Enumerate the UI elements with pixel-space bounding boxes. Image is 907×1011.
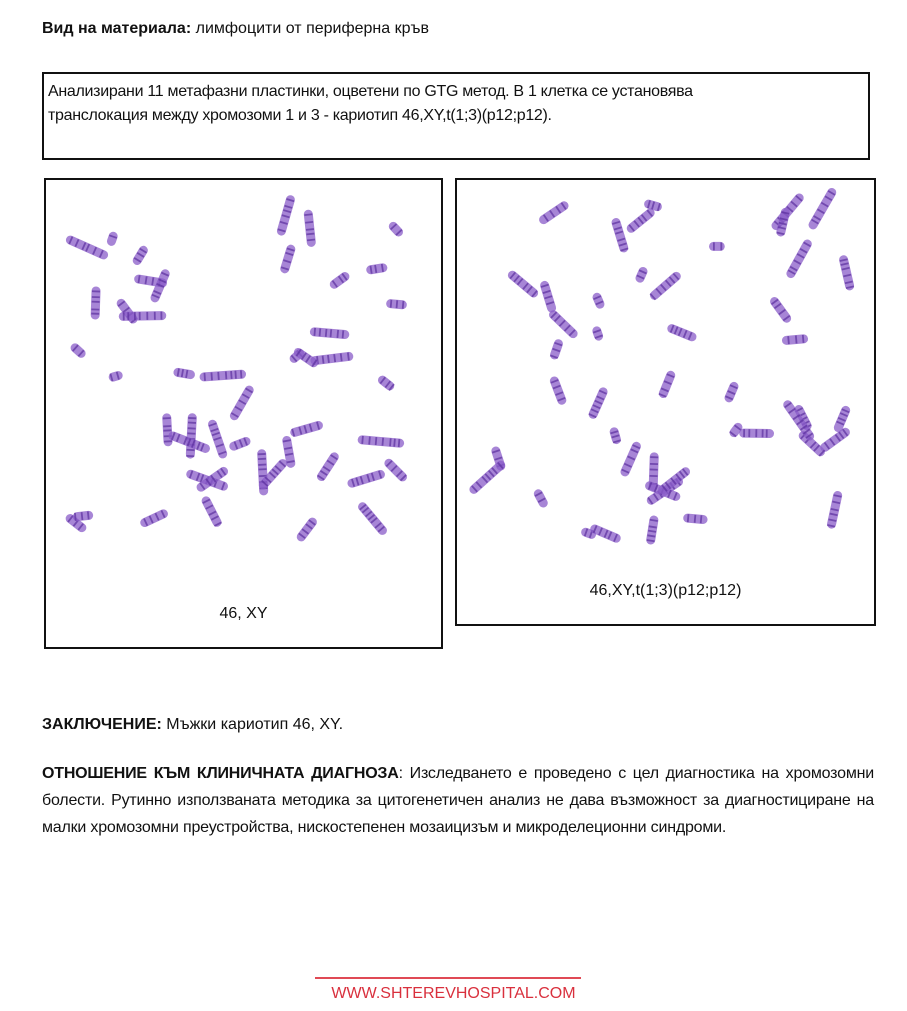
chromosome: [683, 513, 708, 524]
chromosome: [91, 286, 101, 319]
conclusion: [42, 716, 343, 734]
chromosome: [386, 299, 407, 310]
chromosome: [387, 220, 405, 238]
chromosome: [289, 420, 324, 438]
chromosome: [539, 280, 557, 314]
chromosome: [69, 342, 88, 360]
chromosome: [356, 500, 389, 536]
chromosome: [532, 488, 549, 509]
chromosome: [72, 510, 93, 521]
chromosome: [468, 459, 507, 496]
chromosome: [838, 254, 855, 291]
chromosome: [383, 457, 409, 483]
chromosome: [547, 308, 579, 340]
chromosome: [303, 209, 316, 247]
summary-line: транслокация между хромозоми 1 и 3 - кариотип 46,XY,t(1;3)(p12;p12).: [48, 107, 552, 124]
summary-line: Анализирани 11 метафазни пластинки, оцветени по GTG метод. В 1 клетка се установява: [48, 83, 693, 100]
chromosome: [646, 515, 659, 545]
chromosome: [228, 436, 252, 452]
chromosome: [506, 269, 540, 299]
chromosome: [610, 217, 629, 254]
chromosome: [173, 367, 196, 380]
chromosome: [346, 469, 386, 489]
chromosome: [619, 440, 642, 477]
chromosome: [366, 263, 388, 275]
chromosome: [207, 419, 229, 460]
chromosome: [709, 242, 725, 251]
chromosome: [228, 384, 255, 422]
chromosome: [807, 186, 838, 231]
chromosome: [537, 200, 570, 226]
chromosome: [279, 244, 296, 275]
chromosome: [357, 435, 404, 448]
chromosome: [199, 369, 246, 381]
chromosome: [295, 516, 319, 543]
metaphase-image-translocation: [455, 178, 876, 626]
chromosome: [376, 374, 396, 392]
chromosome: [591, 291, 606, 310]
chromosome: [139, 508, 170, 529]
chromosome: [162, 413, 173, 446]
chromosome: [108, 370, 124, 383]
chromosome: [591, 325, 604, 342]
chromosome: [657, 369, 676, 399]
chromosome: [782, 334, 809, 345]
metaphase-image-normal: [44, 178, 443, 649]
chromosome: [739, 428, 774, 438]
conclusion-value: Мъжки кариотип 46, XY.: [161, 716, 344, 733]
relation-label: ОТНОШЕНИЕ КЪМ КЛИНИЧНАТА ДИАГНОЗА: [42, 765, 399, 782]
chromosome: [832, 404, 851, 433]
chromosome-spread: [46, 180, 441, 580]
chromosome-spread: [457, 180, 874, 560]
chromosome: [634, 266, 649, 285]
material-label: Вид на материала:: [42, 20, 192, 37]
material-value: лимфоцити от периферна кръв: [191, 20, 430, 37]
conclusion-label: ЗАКЛЮЧЕНИЕ:: [42, 716, 162, 733]
chromosome: [315, 451, 340, 483]
chromosome: [106, 231, 119, 247]
material-type: [42, 20, 429, 38]
relation-value: : Изследването е проведено с цел диагностика на хромозомни болести. Рутинно използваната методика за цитогенетичен анализ не дава възможност за диагностициране на малки хромозомни преустройства, нискостепенен мозаицизъм и микроделеционни синдроми.: [42, 765, 874, 836]
chromosome: [310, 327, 350, 339]
analysis-summary-box: [42, 72, 870, 160]
chromosome: [768, 295, 793, 324]
chromosome: [200, 495, 223, 528]
chromosome: [666, 323, 698, 343]
chromosome: [328, 270, 351, 290]
chromosome: [826, 490, 843, 529]
chromosome: [119, 311, 167, 321]
chromosome: [186, 413, 197, 459]
chromosome: [115, 297, 139, 325]
chromosome: [723, 380, 740, 403]
chromosome: [276, 194, 296, 236]
chromosome: [549, 338, 564, 361]
chromosome: [549, 375, 568, 406]
chromosome: [65, 234, 110, 261]
chromosome: [609, 426, 622, 445]
footer-divider: [315, 977, 581, 979]
clinical-relation: [42, 760, 874, 841]
chromosome: [587, 386, 609, 420]
chromosome: [131, 244, 149, 267]
chromosome: [648, 270, 683, 302]
image-caption: 46, XY: [219, 605, 268, 622]
chromosome: [785, 238, 814, 280]
chromosome: [625, 207, 657, 235]
image-caption: 46,XY,t(1;3)(p12;p12): [589, 582, 742, 599]
website-link[interactable]: WWW.SHTEREVHOSPITAL.COM: [331, 985, 576, 1002]
